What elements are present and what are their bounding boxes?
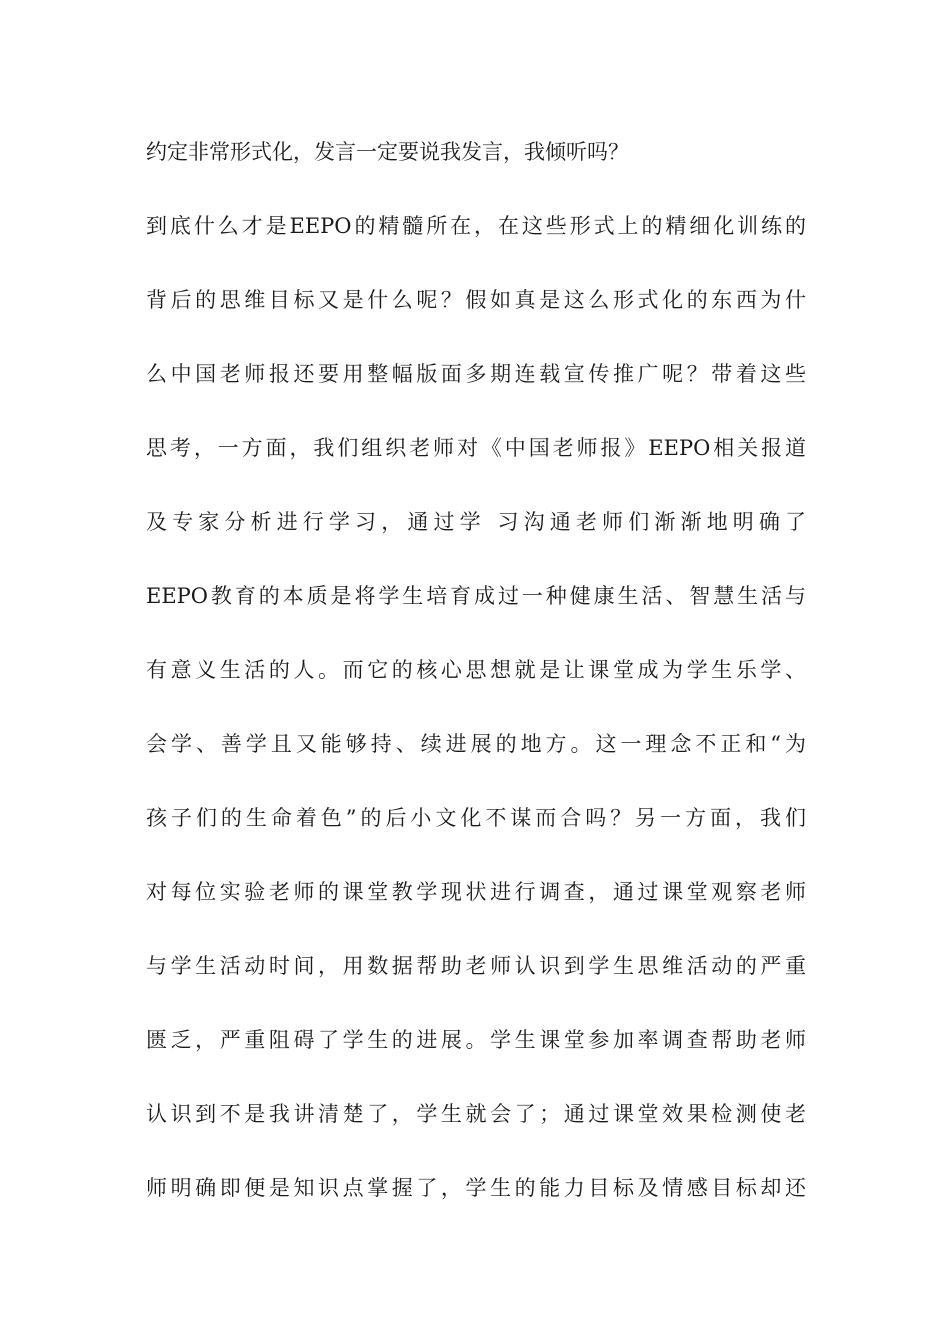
- text-line: 认识到不是我讲清楚了，学生就会了；通过课堂效果检测使老: [146, 1102, 806, 1126]
- text-line: 与学生活动时间，用数据帮助老师认识到学生思维活动的严重: [146, 954, 806, 978]
- body-text: [146, 127, 806, 1237]
- text-line: 思考，一方面，我们组织老师对《中国老师报》EEPO相关报道: [146, 436, 806, 460]
- text-line: 匮乏，严重阻碍了学生的进展。学生课堂参加率调查帮助老师: [146, 1028, 806, 1052]
- text-line: 有意义生活的人。而它的核心思想就是让课堂成为学生乐学、: [146, 658, 806, 682]
- text-line: 孩子们的生命着色”的后小文化不谋而合吗？另一方面，我们: [146, 806, 806, 830]
- text-line: 么中国老师报还要用整幅版面多期连载宣传推广呢？带着这些: [146, 362, 806, 386]
- text-line: 背后的思维目标又是什么呢？假如真是这么形式化的东西为什: [146, 288, 806, 312]
- text-line: 对每位实验老师的课堂教学现状进行调查，通过课堂观察老师: [146, 880, 806, 904]
- text-line: 会学、善学且又能够持、续进展的地方。这一理念不正和“为: [146, 732, 806, 756]
- text-line: EEPO教育的本质是将学生培育成过一种健康生活、智慧生活与: [146, 584, 806, 608]
- text-line: 到底什么才是EEPO的精髓所在，在这些形式上的精细化训练的: [146, 214, 806, 238]
- text-line: 及专家分析进行学习，通过学 习沟通老师们渐渐地明确了: [146, 510, 806, 534]
- text-line: 约定非常形式化，发言一定要说我发言，我倾听吗？: [146, 140, 629, 164]
- text-line: 师明确即便是知识点掌握了，学生的能力目标及情感目标却还: [146, 1176, 806, 1200]
